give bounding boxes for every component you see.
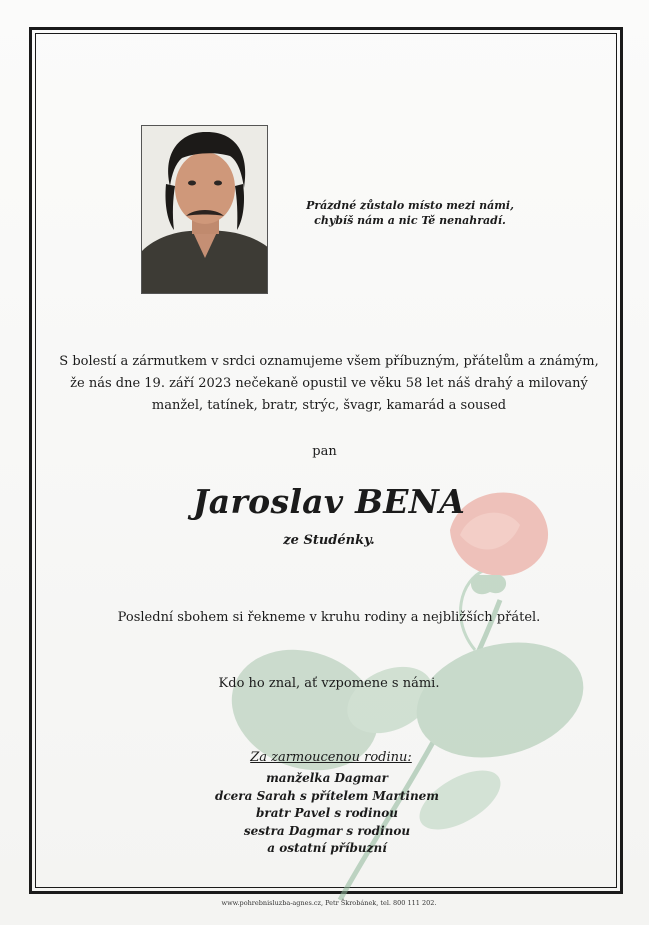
farewell-text: Poslední sbohem si řekneme v kruhu rodiny a nejbližších přátel. xyxy=(117,610,541,625)
announcement-line-1: S bolestí a zármutkem v srdci oznamujeme všem příbuzným, přátelům a známým, xyxy=(59,354,599,369)
family-member: sestra Dagmar s rodinou xyxy=(243,823,411,838)
funeral-service-footer: www.pohrebnisluzba-agnes.cz, Petr Škrobánek, tel. 800 111 202. xyxy=(221,899,437,907)
memorial-quote xyxy=(300,198,520,228)
honorific: pan xyxy=(312,444,337,459)
remember-text: Kdo ho znal, ať vzpomene s námi. xyxy=(218,676,440,691)
family-heading: Za zarmoucenou rodinu: xyxy=(250,750,412,765)
family-member: a ostatní příbuzní xyxy=(267,841,387,855)
deceased-origin: ze Studénky. xyxy=(283,533,375,548)
family-list xyxy=(0,770,649,858)
quote-line-2: chybíš nám a nic Tě nenahradí. xyxy=(314,214,506,227)
family-member: manželka Dagmar xyxy=(266,771,388,785)
announcement-line-3: manžel, tatínek, bratr, strýc, švagr, kamarád a soused xyxy=(151,398,507,413)
family-member: dcera Sarah s přítelem Martinem xyxy=(214,788,440,803)
family-member: bratr Pavel s rodinou xyxy=(255,806,398,820)
quote-line-1: Prázdné zůstalo místo mezi námi, xyxy=(306,199,514,212)
portrait-photo xyxy=(141,125,268,294)
announcement-line-2: že nás dne 19. září 2023 nečekaně opustil ve věku 58 let náš drahý a milovaný xyxy=(70,376,588,391)
announcement-text xyxy=(50,351,608,417)
deceased-name: Jaroslav BENA xyxy=(192,482,466,521)
